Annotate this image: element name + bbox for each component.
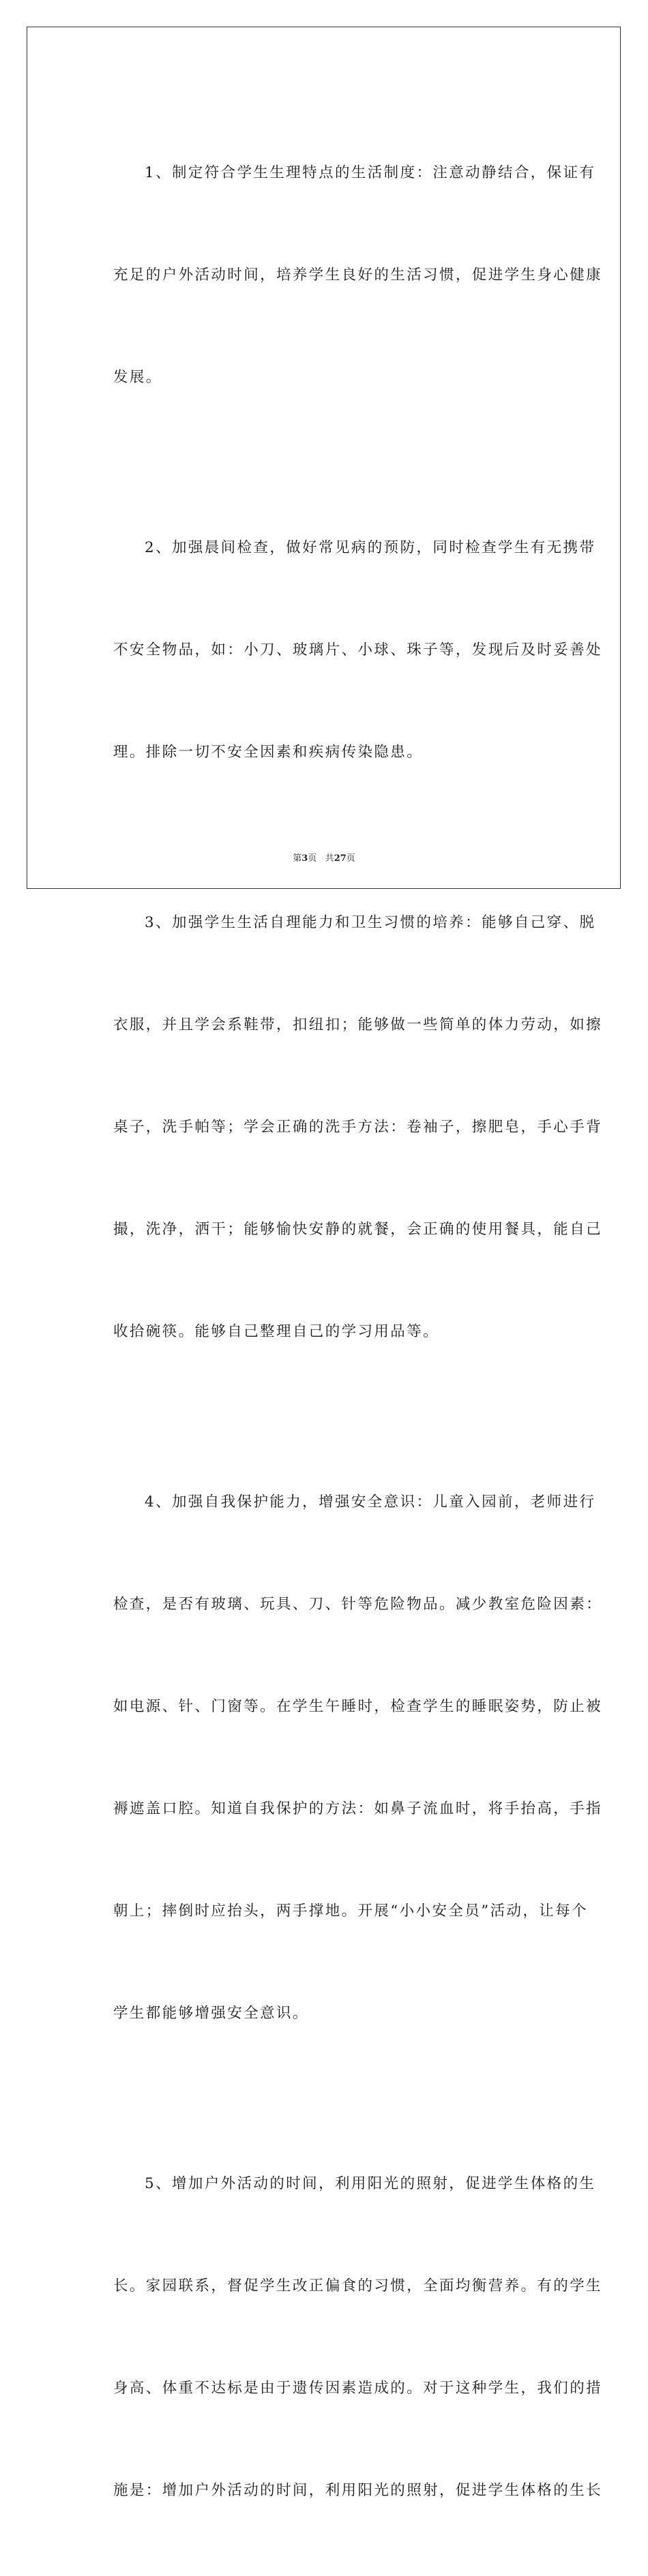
total-prefix: 共 xyxy=(325,853,334,864)
paragraph-line: 身高、体重不达标是由于遗传因素造成的。对于这种学生，我们的措 xyxy=(113,2380,603,2397)
paragraph-line: 2、加强晨间检查，做好常见病的预防，同时检查学生有无携带 xyxy=(145,539,596,556)
document-body xyxy=(80,88,603,2576)
paragraph-line: 学生都能够增强安全意识。 xyxy=(113,2005,309,2022)
paragraph-line: 5、增加户外活动的时间，利用阳光的照射，促进学生体格的生 xyxy=(145,2175,596,2192)
total-suffix: 页 xyxy=(346,853,355,864)
paragraph-line: 如电源、针、门窗等。在学生午睡时，检查学生的睡眠姿势，防止被 xyxy=(113,1698,603,1715)
paragraph-line: 褥遮盖口腔。知道自我保护的方法：如鼻子流血时，将手抬高，手指 xyxy=(113,1800,603,1817)
paragraph-line: 施是：增加户外活动的时间，利用阳光的照射，促进学生体格的生长 xyxy=(113,2482,603,2499)
paragraph-line: 长。家园联系，督促学生改正偏食的习惯，全面均衡营养。有的学生 xyxy=(113,2277,603,2294)
paragraph-line: 朝上；摔倒时应抬头，两手撑地。开展“小小安全员”活动，让每个 xyxy=(113,1903,588,1920)
page-footer xyxy=(0,851,648,864)
paragraph-5 xyxy=(80,2099,603,2576)
paragraph-line: 桌子，洗手帕等；学会正确的洗手方法：卷袖子，擦肥皂，手心手背 xyxy=(113,1119,603,1136)
page-prefix: 第 xyxy=(293,853,302,864)
paragraph-4 xyxy=(80,1417,603,2099)
total-pages: 27 xyxy=(334,853,347,864)
page-suffix: 页 xyxy=(308,853,317,864)
paragraph-line: 发展。 xyxy=(113,369,162,386)
paragraph-line: 检查，是否有玻璃、玩具、刀、针等危险物品。减少教室危险因素： xyxy=(113,1596,603,1613)
paragraph-line: 撮，洗净，洒干；能够愉快安静的就餐，会正确的使用餐具，能自己 xyxy=(113,1221,603,1238)
page-number: 3 xyxy=(301,853,308,864)
paragraph-line: 4、加强自我保护能力，增强安全意识：儿童入园前，老师进行 xyxy=(145,1494,596,1511)
paragraph-line: 理。排除一切不安全因素和疾病传染隐患。 xyxy=(113,744,424,761)
paragraph-3 xyxy=(80,838,603,1417)
paragraph-line: 充足的户外活动时间，培养学生良好的生活习惯，促进学生身心健康 xyxy=(113,267,603,284)
paragraph-2 xyxy=(80,463,603,838)
paragraph-1 xyxy=(80,88,603,463)
paragraph-line: 收拾碗筷。能够自己整理自己的学习用品等。 xyxy=(113,1323,440,1340)
paragraph-line: 1、制定符合学生生理特点的生活制度：注意动静结合，保证有 xyxy=(145,164,596,181)
paragraph-line: 衣服，并且学会系鞋带，扣纽扣；能够做一些简单的体力劳动，如擦 xyxy=(113,1016,603,1033)
paragraph-line: 3、加强学生生活自理能力和卫生习惯的培养：能够自己穿、脱 xyxy=(145,914,596,931)
paragraph-line: 不安全物品，如：小刀、玻璃片、小球、珠子等，发现后及时妥善处 xyxy=(113,641,603,658)
